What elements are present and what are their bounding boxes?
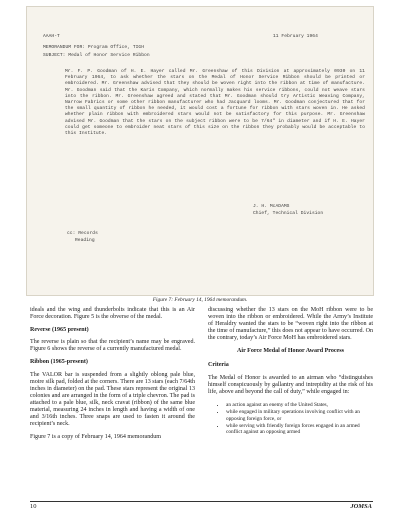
reverse-heading: Reverse (1965 present) bbox=[30, 327, 89, 334]
left-intro-paragraph: ideals and the wing and thunderbolts indicate that this is an Air Force decoration. Figure 5 is the obverse of the medal. bbox=[30, 307, 195, 321]
ribbon-heading: Ribbon (1965-present) bbox=[30, 359, 88, 366]
memo-body: Mr. F. P. Goodman of H. E. Hayer called Mr. Greenshaw of this Division at approximately 0930 on 11 February 1964, to ask whether the stars on the Medal of Honor Service Ribbon should be printed or embroidered. Mr. Greenshaw advised that they should be woven right into the ribbon at time of manufacture. Mr. Goodman said that the Karis Company, which normally makes his service ribbons, could not weave stars into the ribbon. Mr. Greenshaw agreed and stated that Mr. Goodman should try Artistic Weaving Company, Narrow Fabrics or some other ribbon manufacturer who had Jacquard looms. Mr. Goodman conjectured that for the small quantity of ribbon he needed, it would cost a fortune for ribbon with stars woven in. He asked whether plain ribbon with embroidered stars would not be satisfactory for this purpose. Mr. Greenshaw advised Mr. Goodman that the stars on the subject ribbon were to be 7/64" in diameter and if H. E. Hayer could get someone to embroider neat stars of this size on the ribbon they probably would be acceptable to this Institute. bbox=[65, 69, 365, 137]
criteria-list-item: • an action against an enemy of the United States, bbox=[226, 402, 373, 408]
reverse-paragraph: The reverse is plain so that the recipient’s name may be engraved. Figure 6 shows the reverse of a currently manufactured medal. bbox=[30, 339, 195, 353]
memorandum-image bbox=[26, 6, 374, 296]
memo-reference: AAAH-T bbox=[43, 34, 60, 39]
award-process-heading: Air Force Medal of Honor Award Process bbox=[237, 348, 344, 355]
memo-cc: cc: Records bbox=[67, 231, 98, 236]
memo-signature-title: Chief, Technical Division bbox=[253, 211, 324, 216]
memo-date: 11 February 1964 bbox=[273, 34, 318, 39]
figure-caption: Figure 7: February 14, 1964 memorandum. bbox=[152, 297, 248, 303]
right-intro-paragraph: discussing whether the 13 stars on the MoH ribbon were to be woven into the ribbon or embroidered. While the Army’s Institute of Heraldry wanted the stars to be “woven right into the ribbon at the time of manufacture,” this does not appear to have occurred. On the contrary, today’s Air Force MoH has embroidered stars. bbox=[208, 307, 373, 342]
criteria-list-item: • while engaged in military operations involving conflict with an opposing foreign force, or bbox=[226, 409, 373, 422]
ribbon-paragraph: The VALOR bar is suspended from a slightly oblong pale blue, moire silk pad, folded at the corners. There are 13 stars (each 7/64th inches in diameter) on the pad. These stars represent the original 13 colonies and are arranged in the form of a triple chevron. The pad is attached to a pale blue, silk, neck cravat (ribbon) of the same blue material, measuring 24 inches in length and having a width of one and 3/16th inches. Three snaps are used to fasten it around the recipient’s neck. bbox=[30, 371, 195, 428]
journal-name: JOMSA bbox=[350, 503, 372, 510]
page-number: 10 bbox=[30, 503, 37, 510]
memo-for-line: MEMORANDUM FOR: Program Office, TIGH bbox=[43, 45, 145, 50]
figure7-paragraph: Figure 7 is a copy of February 14, 1964 memorandum bbox=[30, 434, 161, 441]
right-column bbox=[208, 307, 373, 436]
memo-subject: SUBJECT: Medal of Honor Service Ribbon bbox=[43, 53, 150, 58]
criteria-paragraph: The Medal of Honor is awarded to an airman who “distinguishes himself conspicuously by gallantry and intrepidity at the risk of his life, above and beyond the call of duty,” while engaged in: bbox=[208, 374, 373, 395]
footer-rule bbox=[30, 501, 373, 502]
memo-cc-reading: Reading bbox=[75, 238, 95, 243]
left-column bbox=[30, 307, 195, 447]
criteria-list bbox=[208, 402, 373, 435]
memo-signature: J. H. McADAMS bbox=[253, 204, 290, 209]
criteria-list-item: • while serving with friendly foreign forces engaged in an armed conflict against an opposing armed bbox=[226, 423, 373, 436]
criteria-heading: Criteria bbox=[208, 361, 229, 368]
